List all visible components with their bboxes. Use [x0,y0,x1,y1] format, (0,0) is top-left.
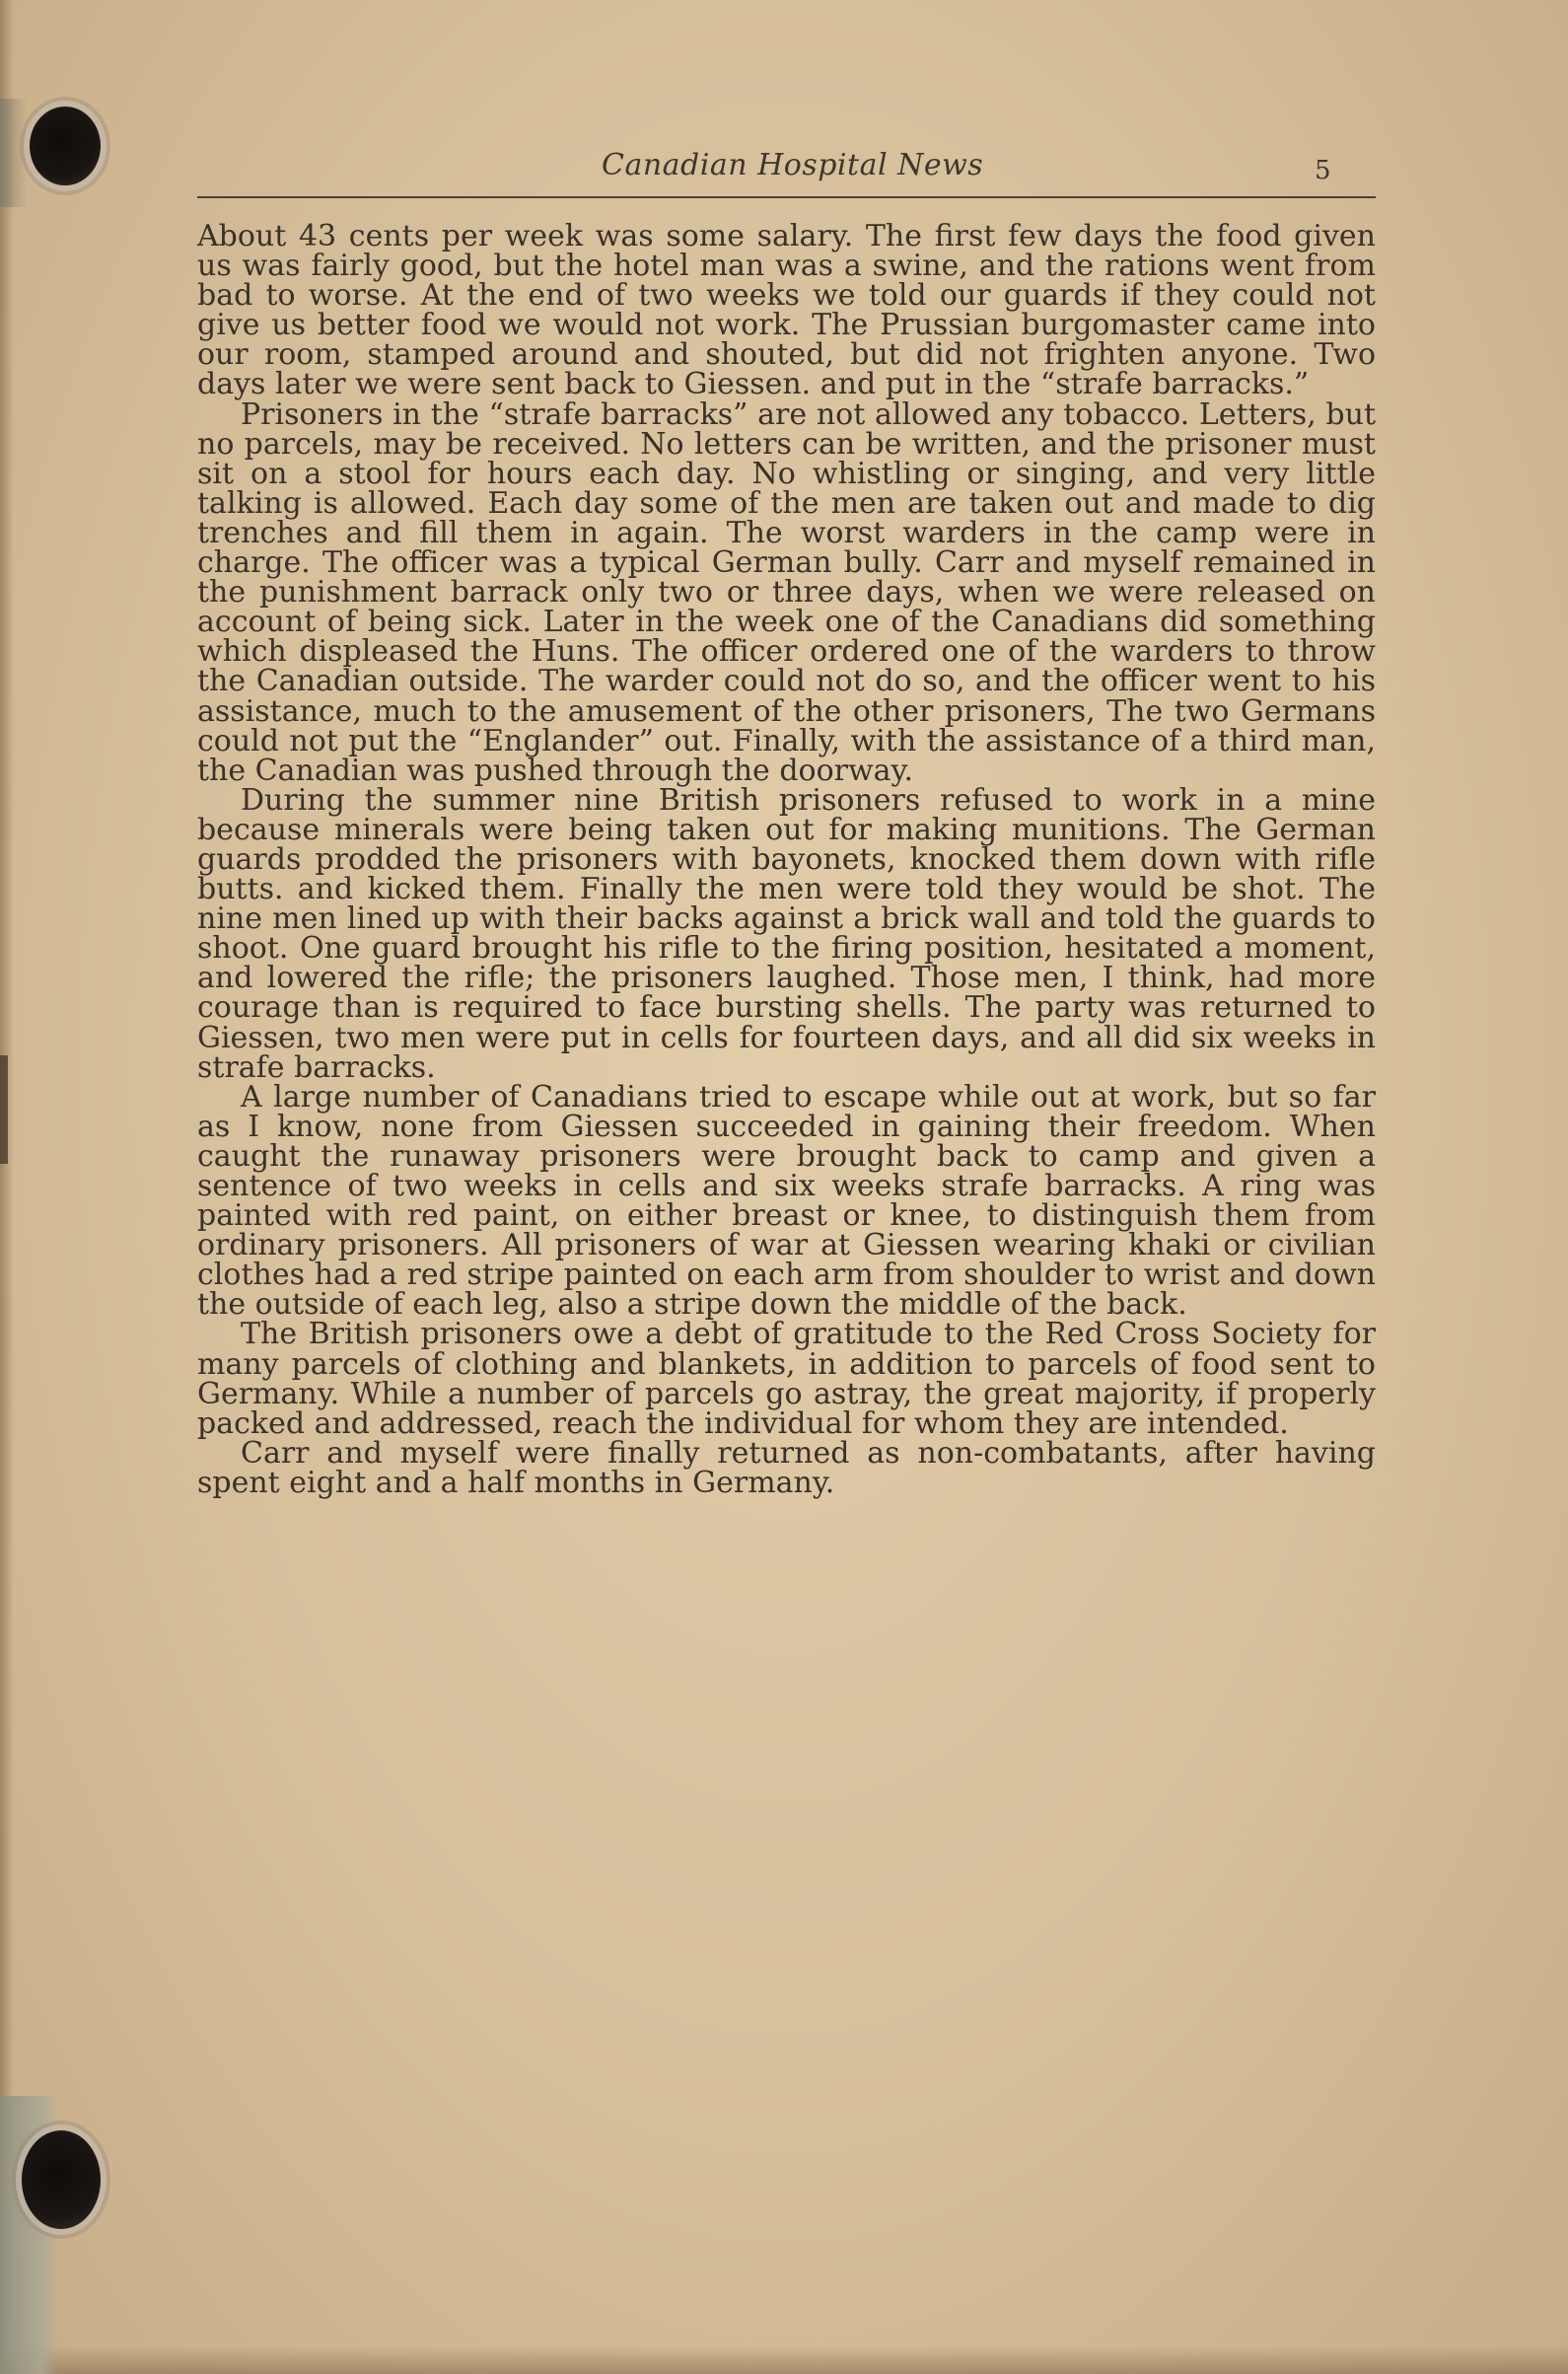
page-number: 5 [1315,156,1331,185]
paragraph-mine-refusal: During the summer nine British prisoners refused to work in a mine because minerals were being taken out for making munitions. The German guards prodded the prisoners with bayonets, knocked them down with rifle butts. and kicked them. Finally the men were told they would be shot. The nine men lined up with their backs against a brick wall and told the guards to shoot. One guard brought his rifle to the firing position, hesitated a moment, and lowered the rifle; the prisoners laughed. Those men, I think, had more courage than is required to face bursting shells. The party was returned to Giessen, two men were put in cells for fourteen days, and all did six weeks in strafe barracks. [197,782,1376,1085]
paragraph-escape-attempts: A large number of Canadians tried to escape while out at work, but so far as I know, none from Giessen succeeded in gaining their freedom. When caught the runaway prisoners were brought back to camp and given a sentence of two weeks in cells and six weeks strafe barracks. A ring was painted with red paint, on either breast or knee, to distinguish them from ordinary prisoners. All prisoners of war at Giessen wearing khaki or civilian clothes had a red stripe painted on each arm from shoulder to wrist and down the outside of each leg, also a stripe down the middle of the back. [197,1079,1376,1323]
header-rule [197,196,1376,198]
paragraph-strafe-barracks: Prisoners in the “strafe barracks” are not allowed any tobacco. Letters, but no parcels, may be received. No letters can be written, and the prisoner must sit on a stool for hours each day. No whistling or singing, and very little talking is allowed. Each day some of the men are taken out and made to dig trenches and fill them in again. The worst warders in the camp were in charge. The officer was a typical German bully. Carr and myself remained in the punishment barrack only two or three days, when we were released on account of being sick. Later in the week one of the Canadians did something which displeased the Huns. The officer ordered one of the warders to throw the Canadian outside. The warder could not do so, and the officer went to his assistance, much to the amusement of the other prisoners, The two Germans could not put the “Englander” out. Finally, with the assistance of a third man, the Canadian was pushed through the doorway. [197,396,1376,788]
binding-mark [0,1055,8,1164]
paragraph-salary-and-rations: About 43 cents per week was some salary. The first few days the food given us was fairly good, but the hotel man was a swine, and the rations went from bad to worse. At the end of two weeks we told our guards if they could not give us better food we would not work. The Prussian burgomaster came into our room, stamped around and shouted, but did not frighten anyone. Two days later we were sent back to Giessen. and put in the “strafe barracks.” [197,219,1376,402]
binder-hole-top [30,107,101,185]
running-title: Canadian Hospital News [602,148,984,182]
paragraph-return-home: Carr and myself were finally returned as non-combatants, after having spent eight and a half months in Germany. [197,1435,1376,1500]
binder-hole-bottom [22,2130,101,2229]
paragraph-red-cross: The British prisoners owe a debt of gratitude to the Red Cross Society for many parcels of clothing and blankets, in addition to parcels of food sent to Germany. While a number of parcels go astray, the great majority, if properly packed and addressed, reach the individual for whom they are intended. [197,1317,1376,1441]
article-body [197,219,1376,1500]
page-bottom-edge-shadow [0,2346,1568,2374]
page-left-edge-shadow [0,0,14,2374]
binding-tape-top [0,99,28,207]
page-header [197,148,1381,197]
